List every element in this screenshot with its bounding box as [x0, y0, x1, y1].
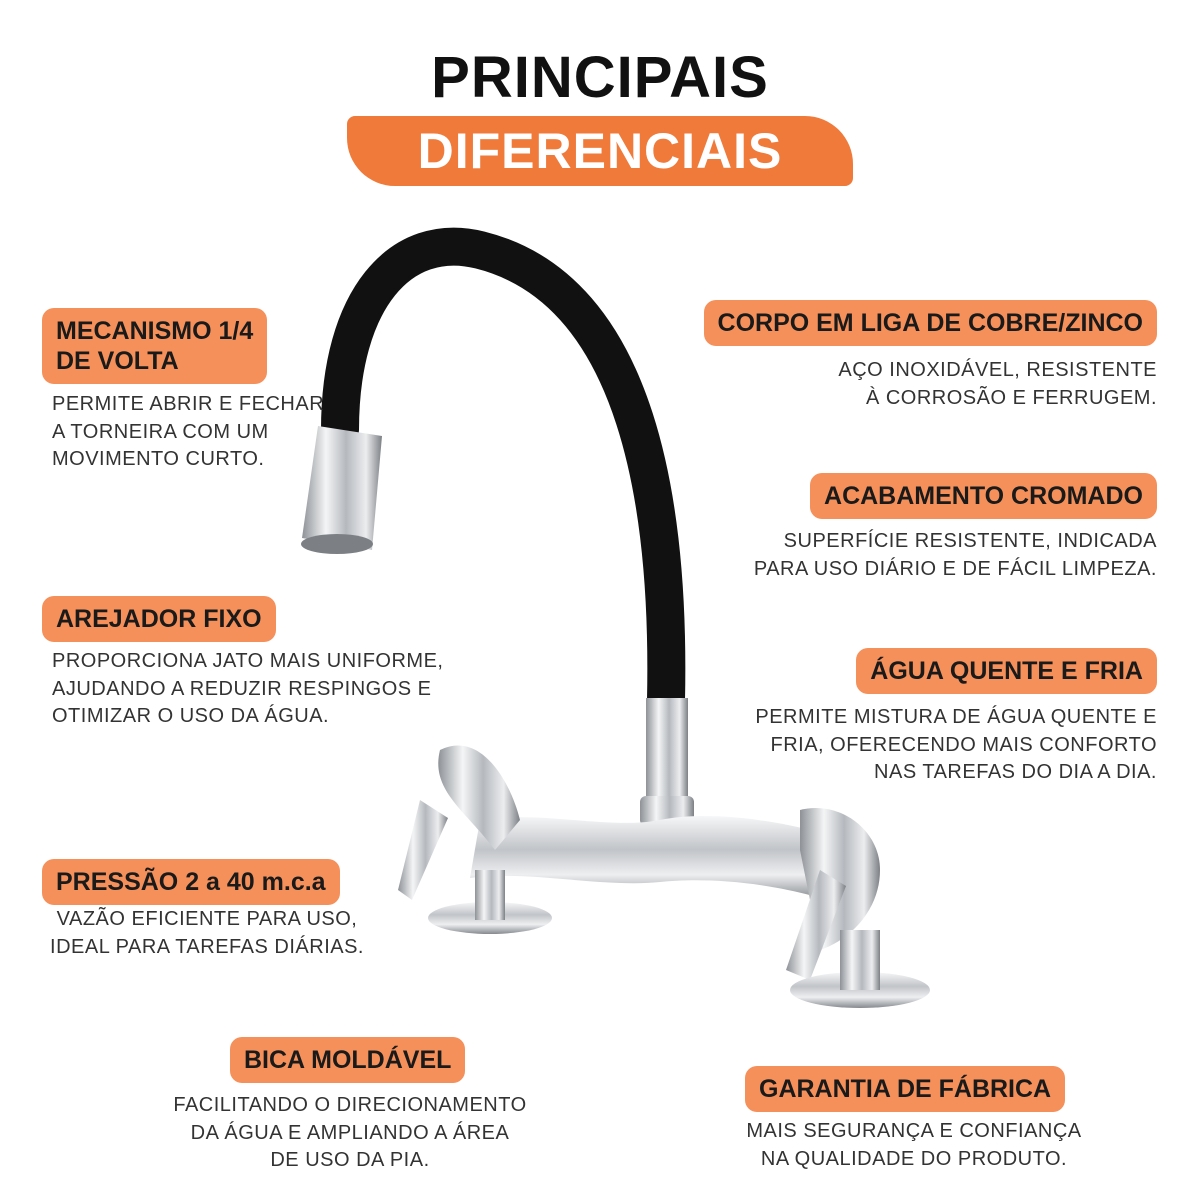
desc-line: PERMITE MISTURA DE ÁGUA QUENTE E	[755, 706, 1157, 728]
faucet-neck	[646, 698, 688, 808]
desc-line: PERMITE ABRIR E FECHAR	[52, 393, 325, 415]
desc-line: DE USO DA PIA.	[270, 1149, 430, 1172]
desc-line: MOVIMENTO CURTO.	[52, 448, 265, 471]
desc-corpo	[838, 357, 1157, 412]
desc-line: FRIA, OFERECENDO MAIS CONFORTO	[770, 733, 1157, 756]
desc-line: OTIMIZAR O USO DA ÁGUA.	[52, 705, 330, 728]
badge-arejador: AREJADOR FIXO	[42, 596, 276, 642]
desc-line: DA ÁGUA E AMPLIANDO A ÁREA	[190, 1121, 510, 1144]
badge-agua: ÁGUA QUENTE E FRIA	[856, 648, 1157, 694]
page-title: PRINCIPAIS	[431, 45, 769, 110]
subtitle-pill	[347, 116, 853, 186]
desc-pressao	[42, 906, 372, 961]
right-handle	[786, 808, 930, 1008]
desc-garantia	[700, 1118, 1128, 1173]
desc-acabamento	[754, 528, 1157, 583]
badge-acabamento: ACABAMENTO CROMADO	[810, 473, 1157, 519]
desc-line: A TORNEIRA COM UM	[52, 420, 269, 443]
badge-pressao: PRESSÃO 2 a 40 m.c.a	[42, 859, 340, 905]
hose	[340, 247, 666, 700]
desc-mecanismo	[52, 391, 324, 474]
desc-line: IDEAL PARA TAREFAS DIÁRIAS.	[50, 935, 364, 958]
desc-line: VAZÃO EFICIENTE PARA USO,	[56, 908, 358, 930]
page-subtitle: DIFERENCIAIS	[417, 123, 783, 179]
badge-mecanismo	[42, 308, 267, 384]
faucet-body	[470, 816, 840, 900]
badge-corpo: CORPO EM LIGA DE COBRE/ZINCO	[704, 300, 1157, 346]
desc-agua	[755, 704, 1157, 787]
desc-line: PROPORCIONA JATO MAIS UNIFORME,	[52, 650, 444, 672]
desc-line: PARA USO DIÁRIO E DE FÁCIL LIMPEZA.	[753, 557, 1157, 580]
desc-arejador	[52, 648, 443, 731]
desc-line: NA QUALIDADE DO PRODUTO.	[760, 1147, 1068, 1170]
desc-line: MAIS SEGURANÇA E CONFIANÇA	[746, 1120, 1082, 1142]
badge-mecanismo-line1: MECANISMO 1/4	[56, 317, 254, 345]
desc-line: AÇO INOXIDÁVEL, RESISTENTE	[838, 359, 1157, 381]
desc-line: AJUDANDO A REDUZIR RESPINGOS E	[52, 677, 432, 700]
desc-line: NAS TAREFAS DO DIA A DIA.	[874, 761, 1157, 784]
badge-mecanismo-line2: DE VOLTA	[56, 347, 179, 375]
desc-bica	[150, 1092, 550, 1175]
badge-bica: BICA MOLDÁVEL	[230, 1037, 465, 1083]
desc-line: À CORROSÃO E FERRUGEM.	[865, 386, 1157, 409]
badge-garantia: GARANTIA DE FÁBRICA	[745, 1066, 1065, 1112]
desc-line: FACILITANDO O DIRECIONAMENTO	[173, 1094, 527, 1116]
desc-line: SUPERFÍCIE RESISTENTE, INDICADA	[783, 530, 1157, 552]
